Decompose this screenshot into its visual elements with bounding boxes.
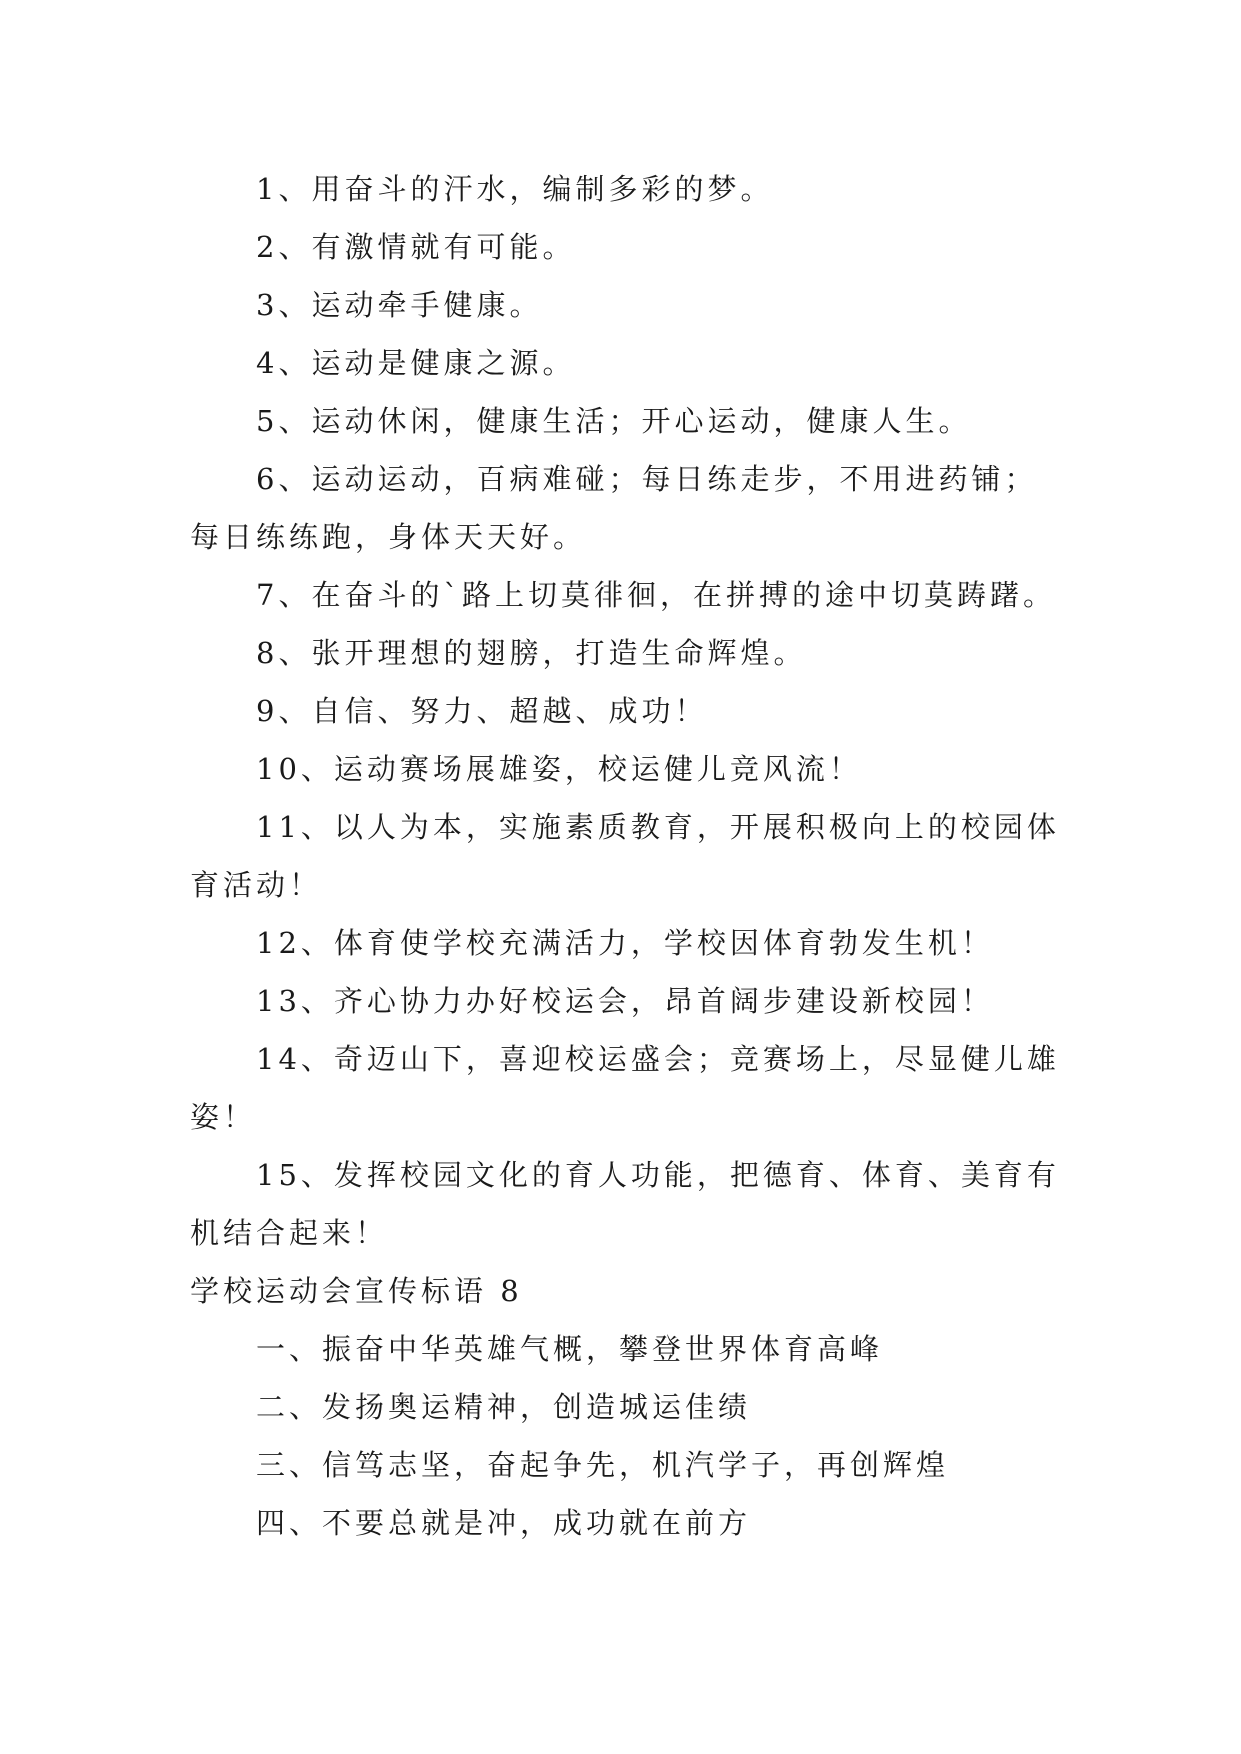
slogan-13: 13、齐心协力办好校运会，昂首阔步建设新校园！ — [256, 984, 994, 1018]
slogan-10: 10、运动赛场展雄姿，校运健儿竞风流！ — [256, 752, 862, 786]
slogan-4: 4、运动是健康之源。 — [256, 346, 576, 380]
section-item-3: 三、信笃志坚，奋起争先，机汽学子，再创辉煌 — [256, 1448, 950, 1482]
section-item-4: 四、不要总就是冲，成功就在前方 — [256, 1506, 752, 1540]
slogan-6: 6、运动运动，百病难碰；每日练走步，不用进药铺；每日练练跑，身体天天好。 — [190, 462, 1038, 554]
slogan-3: 3、运动牵手健康。 — [256, 288, 543, 322]
slogan-11: 11、以人为本，实施素质教育，开展积极向上的校园体育活动！ — [190, 810, 1060, 902]
slogan-8: 8、张开理想的翅膀，打造生命辉煌。 — [256, 636, 807, 670]
slogan-14: 14、奇迈山下，喜迎校运盛会；竞赛场上，尽显健儿雄姿！ — [190, 1042, 1060, 1134]
section-item-2: 二、发扬奥运精神，创造城运佳绩 — [256, 1390, 752, 1424]
slogan-15: 15、发挥校园文化的育人功能，把德育、体育、美育有机结合起来！ — [190, 1158, 1060, 1250]
slogan-7: 7、在奋斗的`路上切莫徘徊，在拼搏的途中切莫踌躇。 — [256, 578, 1056, 612]
slogan-12: 12、体育使学校充满活力，学校因体育勃发生机！ — [256, 926, 994, 960]
section-item-1: 一、振奋中华英雄气概，攀登世界体育高峰 — [256, 1332, 884, 1366]
slogan-9: 9、自信、努力、超越、成功！ — [256, 694, 708, 728]
slogan-1: 1、用奋斗的汗水，编制多彩的梦。 — [256, 172, 774, 206]
slogan-5: 5、运动休闲，健康生活；开心运动，健康人生。 — [256, 404, 972, 438]
slogan-2: 2、有激情就有可能。 — [256, 230, 576, 264]
document-body — [190, 160, 1070, 1552]
section-heading: 学校运动会宣传标语 8 — [190, 1274, 523, 1308]
